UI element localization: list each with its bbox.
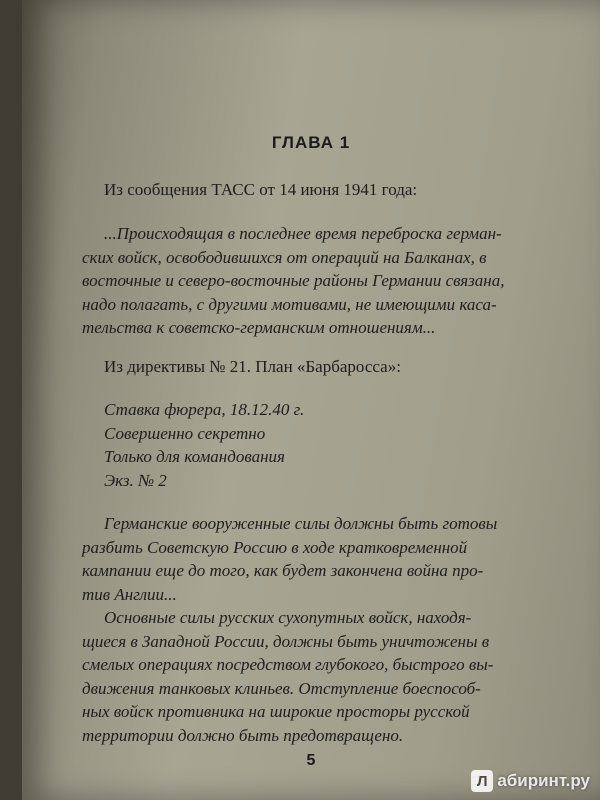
- paragraph-line: смелых операциях посредством глубокого, быстрого вы-: [82, 655, 494, 674]
- paragraph-line: тив Англии...: [82, 584, 177, 604]
- tass-quote-line: ...Происходящая в последнее время переброска герман-: [104, 224, 502, 243]
- paragraph-line: движения танковых клиньев. Отступление боеспособ-: [82, 678, 481, 698]
- labirint-logo-icon: Л: [471, 770, 493, 792]
- paragraph-line: Основные силы русских сухопутных войск, находя-: [104, 608, 472, 627]
- watermark-text: абиринт.ру: [497, 771, 590, 790]
- directive-header-line: Совершенно секретно: [104, 423, 266, 443]
- directive-header-line: Только для командования: [104, 447, 285, 466]
- chapter-heading: ГЛАВА 1: [271, 133, 351, 152]
- paragraph-line: Германские вооруженные силы должны быть готовы: [104, 514, 498, 533]
- show-through-text: [52, 0, 572, 140]
- tass-quote-line: тельства к советско-германским отношениям...: [82, 318, 436, 337]
- book-page: [22, 0, 600, 800]
- paragraph-line: ных войск противника на широкие просторы русской: [82, 702, 470, 721]
- paragraph-line: кампании еще до того, как будет закончена война про-: [82, 561, 484, 580]
- directive-source-line: Из директивы № 21. План «Барбаросса»:: [104, 357, 401, 376]
- paragraph-line: территории должно быть предотвращено.: [82, 725, 404, 745]
- paragraph-line: щиеся в Западной России, должны быть уничтожены в: [82, 631, 490, 651]
- tass-quote-line: надо полагать, с другими мотивами, не имеющими каса-: [82, 294, 497, 314]
- site-watermark: [471, 770, 590, 792]
- tass-quote: [82, 222, 542, 340]
- directive-header: [104, 398, 564, 492]
- directive-paragraph-2: [82, 606, 542, 747]
- tass-source-line: Из сообщения ТАСС от 14 июня 1941 года:: [104, 180, 418, 199]
- page-number: 5: [306, 752, 316, 769]
- directive-header-line: Ставка фюрера, 18.12.40 г.: [104, 400, 305, 419]
- directive-paragraph-1: [82, 512, 542, 606]
- paragraph-line: разбить Советскую Россию в ходе кратковременной: [82, 537, 468, 557]
- tass-quote-line: восточные и северо-восточные районы Германии связана,: [82, 271, 505, 290]
- tass-quote-line: ских войск, освободившихся от операций на Балканах, в: [82, 247, 487, 267]
- directive-header-line: Экз. № 2: [104, 470, 167, 490]
